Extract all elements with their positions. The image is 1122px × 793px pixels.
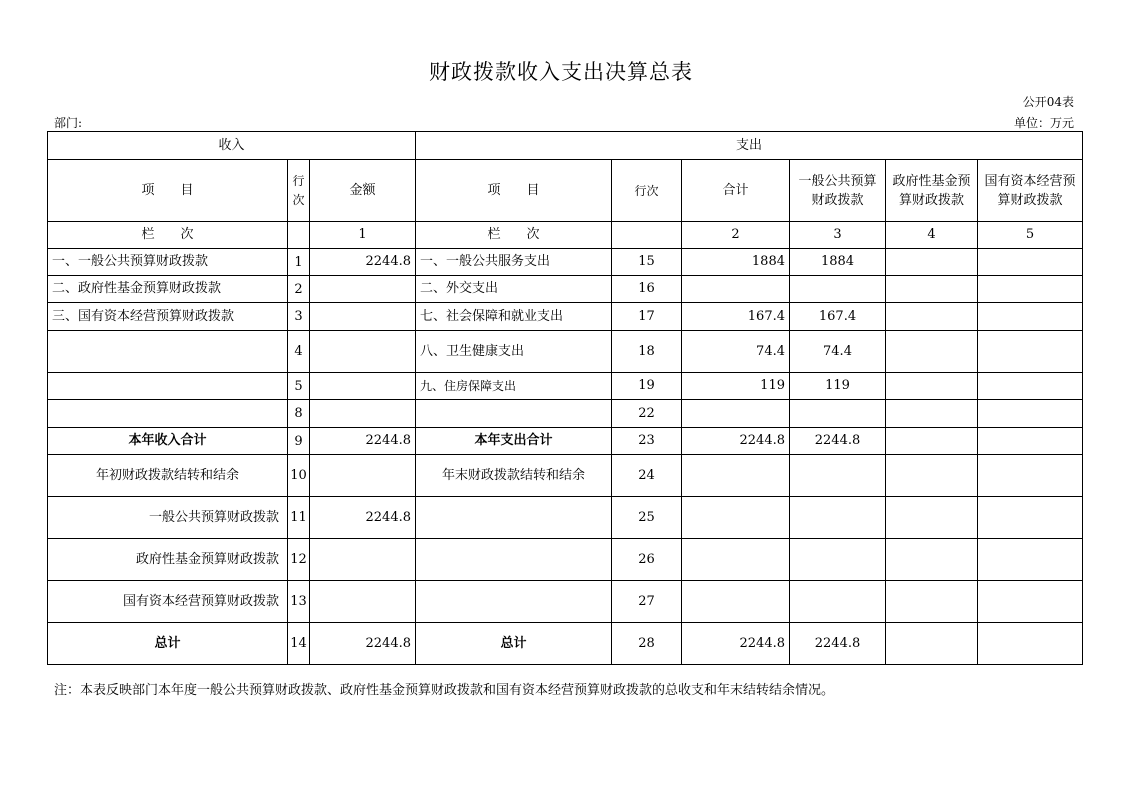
general-cell: 167.4 — [790, 303, 886, 331]
column-label-income: 栏 次 — [48, 222, 288, 249]
general-cell — [790, 497, 886, 539]
amount-cell — [310, 400, 416, 428]
total-cell — [682, 581, 790, 623]
state-capital-cell — [978, 331, 1083, 373]
expense-header: 支出 — [416, 132, 1083, 160]
general-cell: 1884 — [790, 249, 886, 276]
expense-row-no-cell: 22 — [612, 400, 682, 428]
expense-item-cell: 八、卫生健康支出 — [416, 331, 612, 373]
table-row — [48, 497, 1083, 539]
state-capital-cell — [978, 249, 1083, 276]
expense-item-cell — [416, 497, 612, 539]
general-cell: 74.4 — [790, 331, 886, 373]
state-capital-cell — [978, 539, 1083, 581]
amount-cell — [310, 581, 416, 623]
col-number: 2 — [682, 222, 790, 249]
amount-cell — [310, 373, 416, 400]
footnote: 注：本表反映部门本年度一般公共预算财政拨款、政府性基金预算财政拨款和国有资本经营预算财政拨款的总收支和年末结转结余情况。 — [54, 683, 835, 698]
income-item-cell: 三、国有资本经营预算财政拨款 — [48, 303, 288, 331]
total-cell — [682, 539, 790, 581]
state-capital-cell — [978, 497, 1083, 539]
table-row — [48, 373, 1083, 400]
gov-fund-cell — [886, 373, 978, 400]
total-cell — [682, 400, 790, 428]
state-capital-cell — [978, 581, 1083, 623]
empty-cell — [612, 222, 682, 249]
total-cell — [682, 497, 790, 539]
header-row-columns — [48, 160, 1083, 222]
income-item-cell: 一、一般公共预算财政拨款 — [48, 249, 288, 276]
col-number: 5 — [978, 222, 1083, 249]
state-capital-cell — [978, 623, 1083, 665]
state-capital-cell — [978, 303, 1083, 331]
income-item-cell — [48, 373, 288, 400]
general-cell — [790, 400, 886, 428]
table-row — [48, 539, 1083, 581]
state-capital-cell — [978, 400, 1083, 428]
total-cell: 2244.8 — [682, 623, 790, 665]
expense-row-no-cell: 15 — [612, 249, 682, 276]
gov-fund-cell — [886, 276, 978, 303]
amount-cell: 2244.8 — [310, 497, 416, 539]
total-cell: 167.4 — [682, 303, 790, 331]
total-cell: 1884 — [682, 249, 790, 276]
income-item-cell: 一般公共预算财政拨款 — [48, 497, 288, 539]
col-number: 4 — [886, 222, 978, 249]
unit-label: 单位：万元 — [1013, 116, 1074, 130]
expense-item-header: 项 目 — [416, 160, 612, 222]
income-row-no-cell: 4 — [288, 331, 310, 373]
amount-header: 金额 — [310, 160, 416, 222]
income-row-no-cell: 3 — [288, 303, 310, 331]
col-number: 3 — [790, 222, 886, 249]
empty-cell — [288, 222, 310, 249]
expense-item-cell: 本年支出合计 — [416, 428, 612, 455]
expense-item-cell: 七、社会保障和就业支出 — [416, 303, 612, 331]
gov-fund-cell — [886, 331, 978, 373]
gov-fund-cell — [886, 428, 978, 455]
expense-row-no-cell: 18 — [612, 331, 682, 373]
state-capital-cell — [978, 428, 1083, 455]
expense-row-no-cell: 16 — [612, 276, 682, 303]
table-row — [48, 276, 1083, 303]
expense-item-cell: 总计 — [416, 623, 612, 665]
state-capital-header: 国有资本经营预算财政拨款 — [978, 160, 1083, 222]
gov-fund-cell — [886, 400, 978, 428]
total-cell: 2244.8 — [682, 428, 790, 455]
expense-row-no-cell: 23 — [612, 428, 682, 455]
amount-cell: 2244.8 — [310, 623, 416, 665]
amount-cell — [310, 539, 416, 581]
expense-item-cell — [416, 539, 612, 581]
total-cell: 74.4 — [682, 331, 790, 373]
income-item-cell: 二、政府性基金预算财政拨款 — [48, 276, 288, 303]
income-header: 收入 — [48, 132, 416, 160]
gov-fund-cell — [886, 497, 978, 539]
gov-fund-cell — [886, 581, 978, 623]
page-title: 财政拨款收入支出决算总表 — [429, 60, 693, 84]
expense-row-no-cell: 27 — [612, 581, 682, 623]
table-row — [48, 581, 1083, 623]
expense-row-no-cell: 19 — [612, 373, 682, 400]
income-row-no-cell: 8 — [288, 400, 310, 428]
income-row-no-cell: 1 — [288, 249, 310, 276]
department-label: 部门: — [54, 116, 83, 130]
income-row-no-cell: 14 — [288, 623, 310, 665]
state-capital-cell — [978, 373, 1083, 400]
amount-cell — [310, 455, 416, 497]
table-row — [48, 455, 1083, 497]
income-item-cell: 年初财政拨款结转和结余 — [48, 455, 288, 497]
income-row-no-cell: 5 — [288, 373, 310, 400]
income-item-cell: 政府性基金预算财政拨款 — [48, 539, 288, 581]
income-item-cell — [48, 331, 288, 373]
col-number: 1 — [310, 222, 416, 249]
gov-fund-header: 政府性基金预算财政拨款 — [886, 160, 978, 222]
general-cell — [790, 581, 886, 623]
general-cell — [790, 455, 886, 497]
amount-cell — [310, 303, 416, 331]
amount-cell: 2244.8 — [310, 249, 416, 276]
income-row-no-cell: 10 — [288, 455, 310, 497]
income-row-no-header: 行次 — [288, 160, 310, 222]
income-item-cell — [48, 400, 288, 428]
table-row — [48, 303, 1083, 331]
gov-fund-cell — [886, 623, 978, 665]
budget-table — [47, 131, 1083, 665]
general-cell: 2244.8 — [790, 623, 886, 665]
amount-cell — [310, 331, 416, 373]
gov-fund-cell — [886, 303, 978, 331]
income-item-cell: 总计 — [48, 623, 288, 665]
income-row-no-cell: 11 — [288, 497, 310, 539]
total-cell — [682, 455, 790, 497]
income-item-cell: 本年收入合计 — [48, 428, 288, 455]
expense-item-cell — [416, 581, 612, 623]
expense-item-cell — [416, 400, 612, 428]
table-row — [48, 623, 1083, 665]
gov-fund-cell — [886, 539, 978, 581]
expense-row-no-cell: 17 — [612, 303, 682, 331]
table-row — [48, 400, 1083, 428]
expense-row-no-cell: 24 — [612, 455, 682, 497]
income-row-no-cell: 12 — [288, 539, 310, 581]
income-item-cell: 国有资本经营预算财政拨款 — [48, 581, 288, 623]
expense-row-no-cell: 26 — [612, 539, 682, 581]
total-cell — [682, 276, 790, 303]
table-row — [48, 428, 1083, 455]
general-cell — [790, 276, 886, 303]
header-row-column-numbers — [48, 222, 1083, 249]
table-row — [48, 249, 1083, 276]
expense-item-cell: 年末财政拨款结转和结余 — [416, 455, 612, 497]
amount-cell — [310, 276, 416, 303]
gov-fund-cell — [886, 249, 978, 276]
state-capital-cell — [978, 276, 1083, 303]
state-capital-cell — [978, 455, 1083, 497]
column-label-expense: 栏 次 — [416, 222, 612, 249]
gov-fund-cell — [886, 455, 978, 497]
total-header: 合计 — [682, 160, 790, 222]
income-row-no-cell: 13 — [288, 581, 310, 623]
general-header: 一般公共预算财政拨款 — [790, 160, 886, 222]
header-row-section — [48, 132, 1083, 160]
income-row-no-cell: 9 — [288, 428, 310, 455]
form-number: 公开04表 — [1022, 95, 1074, 109]
general-cell: 119 — [790, 373, 886, 400]
expense-item-cell: 一、一般公共服务支出 — [416, 249, 612, 276]
total-cell: 119 — [682, 373, 790, 400]
expense-row-no-header: 行次 — [612, 160, 682, 222]
expense-item-cell: 二、外交支出 — [416, 276, 612, 303]
expense-row-no-cell: 25 — [612, 497, 682, 539]
income-item-header: 项 目 — [48, 160, 288, 222]
expense-row-no-cell: 28 — [612, 623, 682, 665]
general-cell: 2244.8 — [790, 428, 886, 455]
table-row — [48, 331, 1083, 373]
expense-item-cell: 九、住房保障支出 — [416, 373, 612, 400]
amount-cell: 2244.8 — [310, 428, 416, 455]
income-row-no-cell: 2 — [288, 276, 310, 303]
general-cell — [790, 539, 886, 581]
